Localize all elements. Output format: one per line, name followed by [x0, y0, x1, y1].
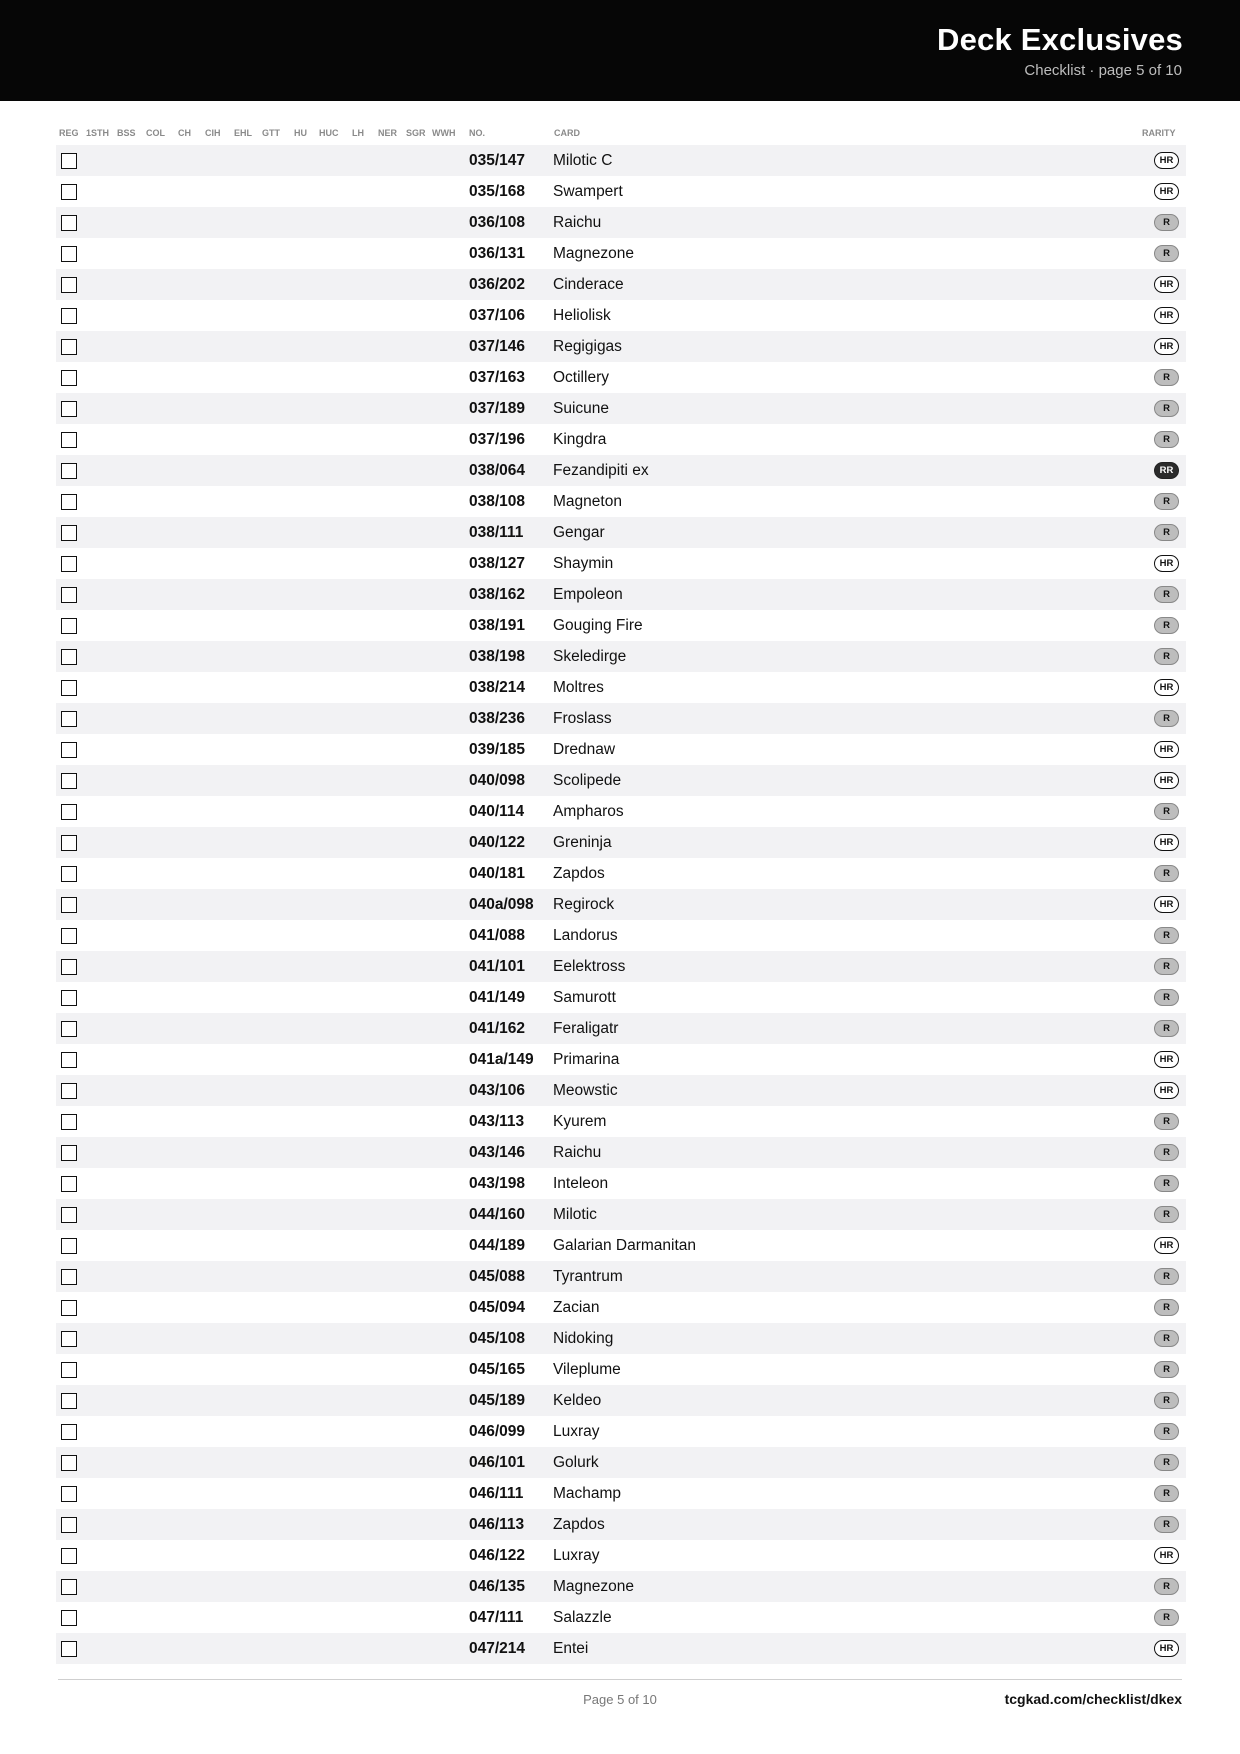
checkbox[interactable] — [61, 928, 77, 944]
checkbox[interactable] — [61, 1145, 77, 1161]
rarity-badge: R — [1154, 1392, 1179, 1409]
table-row — [56, 1385, 1186, 1416]
card-name: Skeledirge — [553, 648, 627, 665]
card-name: Golurk — [553, 1454, 599, 1471]
table-row — [56, 1261, 1186, 1292]
card-number: 046/111 — [469, 1485, 524, 1502]
column-header-set: COL — [146, 128, 165, 138]
card-name: Machamp — [553, 1485, 622, 1502]
card-number: 041/101 — [469, 958, 526, 975]
footer-divider — [58, 1679, 1182, 1680]
rarity-badge: R — [1154, 1516, 1179, 1533]
checkbox[interactable] — [61, 1207, 77, 1223]
rarity-badge: HR — [1154, 338, 1179, 355]
column-headers — [0, 128, 1240, 140]
card-number: 035/168 — [469, 183, 526, 200]
card-number: 038/064 — [469, 462, 526, 479]
rarity-badge: HR — [1154, 1547, 1179, 1564]
checkbox[interactable] — [61, 494, 77, 510]
card-name: Shaymin — [553, 555, 614, 572]
card-name: Keldeo — [553, 1392, 602, 1409]
card-name: Galarian Darmanitan — [553, 1237, 697, 1254]
rarity-badge: R — [1154, 989, 1179, 1006]
table-row — [56, 858, 1186, 889]
checkbox[interactable] — [61, 153, 77, 169]
table-row — [56, 1075, 1186, 1106]
card-name: Regigigas — [553, 338, 622, 355]
table-row — [56, 424, 1186, 455]
card-name: Kingdra — [553, 431, 607, 448]
checkbox[interactable] — [61, 1393, 77, 1409]
card-number: 047/214 — [469, 1640, 526, 1657]
rarity-badge: R — [1154, 1268, 1179, 1285]
checkbox[interactable] — [61, 401, 77, 417]
card-name: Magnezone — [553, 245, 635, 262]
rarity-badge: R — [1154, 710, 1179, 727]
rarity-badge: HR — [1154, 1051, 1179, 1068]
checklist-table — [56, 145, 1186, 1664]
table-row — [56, 703, 1186, 734]
rarity-badge: R — [1154, 927, 1179, 944]
footer-url[interactable]: tcgkad.com/checklist/dkex — [1004, 1691, 1182, 1707]
rarity-badge: R — [1154, 1454, 1179, 1471]
rarity-badge: R — [1154, 648, 1179, 665]
card-number: 040/098 — [469, 772, 526, 789]
card-name: Magneton — [553, 493, 622, 510]
card-name: Gouging Fire — [553, 617, 643, 634]
checkbox[interactable] — [61, 1486, 77, 1502]
card-number: 043/198 — [469, 1175, 526, 1192]
card-number: 038/198 — [469, 648, 526, 665]
card-name: Entei — [553, 1640, 589, 1657]
table-row — [56, 1168, 1186, 1199]
table-row — [56, 455, 1186, 486]
card-name: Regirock — [553, 896, 615, 913]
rarity-badge: HR — [1154, 1082, 1179, 1099]
rarity-badge: R — [1154, 524, 1179, 541]
card-name: Primarina — [553, 1051, 620, 1068]
card-number: 036/108 — [469, 214, 526, 231]
checkbox[interactable] — [61, 1641, 77, 1657]
table-row — [56, 548, 1186, 579]
rarity-badge: R — [1154, 1423, 1179, 1440]
column-header-set: BSS — [117, 128, 136, 138]
card-name: Nidoking — [553, 1330, 614, 1347]
checkbox[interactable] — [61, 618, 77, 634]
column-header-set: HUC — [319, 128, 339, 138]
table-row — [56, 1199, 1186, 1230]
page-title: Deck Exclusives — [936, 22, 1183, 57]
table-row — [56, 982, 1186, 1013]
column-header-set: CIH — [205, 128, 221, 138]
card-name: Moltres — [553, 679, 604, 696]
card-number: 041/162 — [469, 1020, 526, 1037]
card-number: 038/214 — [469, 679, 526, 696]
rarity-badge: R — [1154, 369, 1179, 386]
card-number: 037/163 — [469, 369, 526, 386]
rarity-badge: HR — [1154, 152, 1179, 169]
table-row — [56, 331, 1186, 362]
card-number: 044/189 — [469, 1237, 526, 1254]
rarity-badge: HR — [1154, 772, 1179, 789]
rarity-badge: RR — [1154, 462, 1179, 479]
card-number: 043/106 — [469, 1082, 526, 1099]
rarity-badge: R — [1154, 1175, 1179, 1192]
table-row — [56, 765, 1186, 796]
rarity-badge: R — [1154, 245, 1179, 262]
checkbox[interactable] — [61, 184, 77, 200]
table-row — [56, 734, 1186, 765]
table-row — [56, 238, 1186, 269]
checkbox[interactable] — [61, 1269, 77, 1285]
card-number: 040/181 — [469, 865, 526, 882]
card-number: 035/147 — [469, 152, 526, 169]
rarity-badge: R — [1154, 1609, 1179, 1626]
table-row — [56, 362, 1186, 393]
card-number: 036/131 — [469, 245, 526, 262]
card-name: Suicune — [553, 400, 610, 417]
table-row — [56, 1447, 1186, 1478]
column-header-rarity: RARITY — [1142, 128, 1176, 138]
table-row — [56, 579, 1186, 610]
rarity-badge: R — [1154, 214, 1179, 231]
rarity-badge: R — [1154, 1578, 1179, 1595]
card-number: 040/114 — [469, 803, 525, 820]
table-row — [56, 1416, 1186, 1447]
card-number: 041/149 — [469, 989, 526, 1006]
footer-page-number: Page 5 of 10 — [583, 1692, 657, 1707]
card-name: Vileplume — [553, 1361, 621, 1378]
card-number: 046/099 — [469, 1423, 526, 1440]
card-number: 038/191 — [469, 617, 526, 634]
table-row — [56, 641, 1186, 672]
card-name: Landorus — [553, 927, 618, 944]
card-name: Scolipede — [553, 772, 622, 789]
card-name: Milotic — [553, 1206, 597, 1223]
column-header-set: WWH — [432, 128, 456, 138]
rarity-badge: HR — [1154, 679, 1179, 696]
rarity-badge: R — [1154, 1113, 1179, 1130]
checkbox[interactable] — [61, 1300, 77, 1316]
table-row — [56, 610, 1186, 641]
rarity-badge: R — [1154, 865, 1179, 882]
column-header-set: NER — [378, 128, 398, 138]
card-name: Empoleon — [553, 586, 623, 603]
card-name: Cinderace — [553, 276, 624, 293]
rarity-badge: R — [1154, 1144, 1179, 1161]
table-row — [56, 1137, 1186, 1168]
table-row — [56, 1106, 1186, 1137]
column-header-no: NO. — [469, 128, 486, 138]
card-number: 045/189 — [469, 1392, 526, 1409]
card-number: 038/162 — [469, 586, 526, 603]
card-name: Gengar — [553, 524, 605, 541]
rarity-badge: R — [1154, 1206, 1179, 1223]
checkbox[interactable] — [61, 463, 77, 479]
table-row — [56, 393, 1186, 424]
checkbox[interactable] — [61, 897, 77, 913]
card-number: 041/088 — [469, 927, 526, 944]
rarity-badge: R — [1154, 1299, 1179, 1316]
card-number: 036/202 — [469, 276, 526, 293]
card-number: 037/106 — [469, 307, 526, 324]
rarity-badge: R — [1154, 1020, 1179, 1037]
checkbox[interactable] — [61, 587, 77, 603]
checkbox[interactable] — [61, 1331, 77, 1347]
card-number: 040a/098 — [469, 896, 534, 913]
card-name: Zapdos — [553, 865, 605, 882]
table-row — [56, 1509, 1186, 1540]
table-row — [56, 1323, 1186, 1354]
card-name: Ampharos — [553, 803, 624, 820]
rarity-badge: HR — [1154, 1237, 1179, 1254]
column-header-set: SGR — [406, 128, 426, 138]
card-name: Samurott — [553, 989, 616, 1006]
rarity-badge: R — [1154, 431, 1179, 448]
table-row — [56, 176, 1186, 207]
table-row — [56, 672, 1186, 703]
rarity-badge: HR — [1154, 276, 1179, 293]
checkbox[interactable] — [61, 215, 77, 231]
card-number: 039/185 — [469, 741, 526, 758]
table-row — [56, 207, 1186, 238]
checkbox[interactable] — [61, 339, 77, 355]
checkbox[interactable] — [61, 1238, 77, 1254]
checkbox[interactable] — [61, 1424, 77, 1440]
rarity-badge: R — [1154, 617, 1179, 634]
table-row — [56, 1292, 1186, 1323]
card-number: 043/113 — [469, 1113, 525, 1130]
checkbox[interactable] — [61, 742, 77, 758]
card-name: Zapdos — [553, 1516, 605, 1533]
table-row — [56, 827, 1186, 858]
card-number: 041a/149 — [469, 1051, 534, 1068]
column-header-set: 1STH — [86, 128, 110, 138]
rarity-badge: R — [1154, 958, 1179, 975]
card-name: Kyurem — [553, 1113, 607, 1130]
column-header-set: EHL — [234, 128, 252, 138]
card-number: 046/101 — [469, 1454, 526, 1471]
card-name: Magnezone — [553, 1578, 635, 1595]
checkbox[interactable] — [61, 1548, 77, 1564]
card-number: 045/108 — [469, 1330, 526, 1347]
rarity-badge: R — [1154, 586, 1179, 603]
column-header-set: CH — [178, 128, 191, 138]
table-row — [56, 486, 1186, 517]
rarity-badge: HR — [1154, 307, 1179, 324]
card-number: 047/111 — [469, 1609, 524, 1626]
rarity-badge: HR — [1154, 1640, 1179, 1657]
rarity-badge: HR — [1154, 896, 1179, 913]
table-row — [56, 796, 1186, 827]
checkbox[interactable] — [61, 1021, 77, 1037]
rarity-badge: R — [1154, 1485, 1179, 1502]
card-name: Eelektross — [553, 958, 626, 975]
card-name: Heliolisk — [553, 307, 611, 324]
table-row — [56, 1602, 1186, 1633]
checkbox[interactable] — [61, 525, 77, 541]
card-number: 044/160 — [469, 1206, 526, 1223]
card-number: 037/196 — [469, 431, 526, 448]
card-name: Feraligatr — [553, 1020, 619, 1037]
rarity-badge: HR — [1154, 183, 1179, 200]
checkbox[interactable] — [61, 1579, 77, 1595]
checkbox[interactable] — [61, 990, 77, 1006]
card-name: Froslass — [553, 710, 612, 727]
rarity-badge: R — [1154, 493, 1179, 510]
table-row — [56, 145, 1186, 176]
card-name: Salazzle — [553, 1609, 612, 1626]
checkbox[interactable] — [61, 1083, 77, 1099]
card-number: 046/122 — [469, 1547, 526, 1564]
card-number: 046/135 — [469, 1578, 526, 1595]
table-row — [56, 1571, 1186, 1602]
table-row — [56, 1478, 1186, 1509]
checkbox[interactable] — [61, 432, 77, 448]
checkbox[interactable] — [61, 804, 77, 820]
rarity-badge: R — [1154, 803, 1179, 820]
checkbox[interactable] — [61, 835, 77, 851]
checkbox[interactable] — [61, 1176, 77, 1192]
checkbox[interactable] — [61, 1517, 77, 1533]
checkbox[interactable] — [61, 1114, 77, 1130]
checkbox[interactable] — [61, 1052, 77, 1068]
table-row — [56, 269, 1186, 300]
card-name: Milotic C — [553, 152, 613, 169]
card-name: Greninja — [553, 834, 612, 851]
rarity-badge: R — [1154, 400, 1179, 417]
checkbox[interactable] — [61, 277, 77, 293]
rarity-badge: R — [1154, 1330, 1179, 1347]
column-header-card: CARD — [554, 128, 580, 138]
table-row — [56, 1633, 1186, 1664]
card-number: 038/111 — [469, 524, 524, 541]
table-row — [56, 920, 1186, 951]
card-number: 045/088 — [469, 1268, 526, 1285]
rarity-badge: HR — [1154, 834, 1179, 851]
card-number: 045/165 — [469, 1361, 526, 1378]
card-name: Raichu — [553, 1144, 602, 1161]
card-name: Luxray — [553, 1547, 600, 1564]
checkbox[interactable] — [61, 773, 77, 789]
column-header-set: LH — [352, 128, 364, 138]
table-row — [56, 1044, 1186, 1075]
table-row — [56, 951, 1186, 982]
card-number: 037/189 — [469, 400, 526, 417]
card-name: Zacian — [553, 1299, 600, 1316]
checkbox[interactable] — [61, 1610, 77, 1626]
card-number: 037/146 — [469, 338, 526, 355]
page-subtitle: Checklist · page 5 of 10 — [1024, 62, 1182, 79]
card-name: Octillery — [553, 369, 609, 386]
table-row — [56, 1354, 1186, 1385]
card-number: 043/146 — [469, 1144, 526, 1161]
checkbox[interactable] — [61, 649, 77, 665]
checkbox[interactable] — [61, 711, 77, 727]
page-header — [0, 0, 1240, 101]
card-name: Luxray — [553, 1423, 600, 1440]
card-number: 038/108 — [469, 493, 526, 510]
card-number: 038/127 — [469, 555, 526, 572]
card-number: 038/236 — [469, 710, 526, 727]
checkbox[interactable] — [61, 556, 77, 572]
column-header-set: GTT — [262, 128, 280, 138]
checkbox[interactable] — [61, 308, 77, 324]
checkbox[interactable] — [61, 246, 77, 262]
checkbox[interactable] — [61, 959, 77, 975]
checkbox[interactable] — [61, 680, 77, 696]
table-row — [56, 1013, 1186, 1044]
card-name: Raichu — [553, 214, 602, 231]
column-header-set: REG — [59, 128, 79, 138]
card-number: 045/094 — [469, 1299, 526, 1316]
checkbox[interactable] — [61, 1362, 77, 1378]
table-row — [56, 1540, 1186, 1571]
card-name: Inteleon — [553, 1175, 609, 1192]
rarity-badge: HR — [1154, 741, 1179, 758]
card-number: 040/122 — [469, 834, 526, 851]
card-name: Fezandipiti ex — [553, 462, 649, 479]
card-name: Swampert — [553, 183, 623, 200]
table-row — [56, 300, 1186, 331]
checkbox[interactable] — [61, 370, 77, 386]
checkbox[interactable] — [61, 1455, 77, 1471]
card-number: 046/113 — [469, 1516, 525, 1533]
card-name: Meowstic — [553, 1082, 618, 1099]
card-name: Drednaw — [553, 741, 616, 758]
table-row — [56, 1230, 1186, 1261]
rarity-badge: HR — [1154, 555, 1179, 572]
table-row — [56, 889, 1186, 920]
card-name: Tyrantrum — [553, 1268, 623, 1285]
table-row — [56, 517, 1186, 548]
rarity-badge: R — [1154, 1361, 1179, 1378]
column-header-set: HU — [294, 128, 307, 138]
checkbox[interactable] — [61, 866, 77, 882]
